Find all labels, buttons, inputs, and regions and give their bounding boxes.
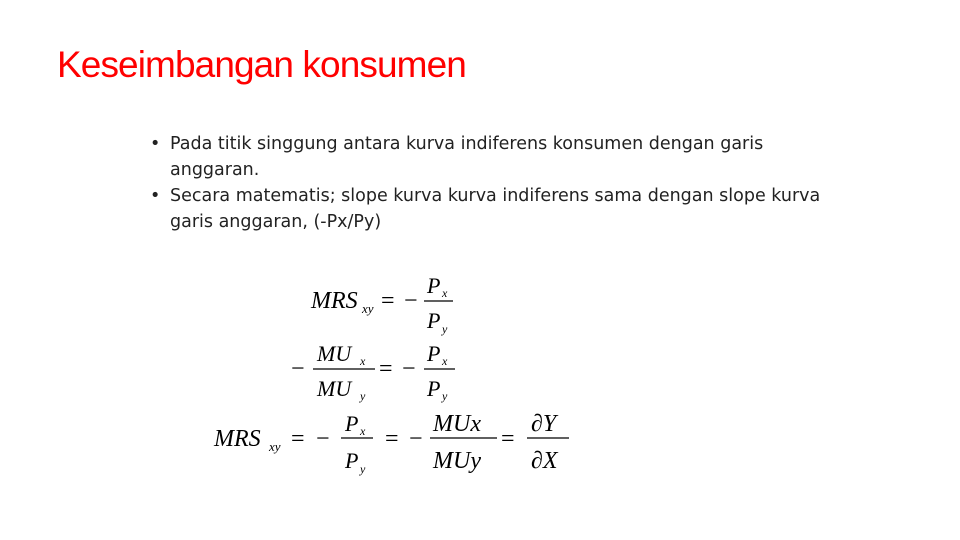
- formula-operator: −: [404, 288, 418, 314]
- formula-subscript: y: [360, 389, 366, 403]
- formula-operator: =: [379, 356, 393, 382]
- formula-subscript: xy: [269, 439, 281, 454]
- formula-text: ∂Y: [531, 411, 557, 437]
- formula-subscript: xy: [362, 301, 374, 316]
- formula-operator: =: [501, 426, 515, 452]
- formula-text: MRS: [311, 288, 358, 314]
- bullet-list: [150, 131, 840, 235]
- slide-title: Keseimbangan konsumen: [57, 44, 466, 85]
- bullet-text: Pada titik singgung antara kurva indiferens konsumen dengan garis anggaran.: [170, 134, 764, 180]
- formula-operator: −: [291, 356, 305, 382]
- formula-subscript: x: [360, 354, 366, 368]
- bullet-glyph: •: [150, 134, 161, 154]
- formula-subscript: x: [442, 354, 448, 368]
- formula-subscript: x: [360, 424, 366, 438]
- formula-mu-ratio: [291, 341, 455, 403]
- formula-text: MU: [317, 341, 352, 366]
- formula-text: P: [427, 376, 441, 401]
- bullet-glyph: •: [150, 186, 161, 206]
- formula-operator: −: [409, 426, 423, 452]
- formula-text: P: [345, 448, 359, 473]
- formula-text: MUx: [433, 411, 481, 437]
- formula-mrs-price-ratio: [310, 273, 453, 336]
- formula-text: MRS: [214, 426, 261, 452]
- formula-subscript: y: [360, 462, 366, 476]
- formula-text: P: [427, 308, 441, 333]
- bullet-item: [150, 183, 840, 235]
- bullet-item: [150, 131, 840, 183]
- formula-text: MUy: [433, 448, 481, 474]
- formula-operator: =: [381, 288, 395, 314]
- formula-operator: =: [291, 426, 305, 452]
- formula-subscript: x: [442, 286, 448, 300]
- formula-operator: −: [316, 426, 330, 452]
- formula-block: [205, 272, 585, 484]
- formula-text: ∂X: [531, 448, 558, 474]
- formula-operator: −: [402, 356, 416, 382]
- bullet-text: Secara matematis; slope kurva kurva indiferens sama dengan slope kurva garis anggaran, (-Px/Py): [170, 186, 821, 232]
- formula-text: P: [427, 273, 441, 298]
- formula-subscript: y: [442, 389, 448, 403]
- formula-text: MU: [317, 376, 352, 401]
- formula-equilibrium-chain: [213, 411, 569, 476]
- formula-operator: =: [385, 426, 399, 452]
- formula-text: P: [427, 341, 441, 366]
- formula-text: P: [345, 411, 359, 436]
- formula-subscript: y: [442, 322, 448, 336]
